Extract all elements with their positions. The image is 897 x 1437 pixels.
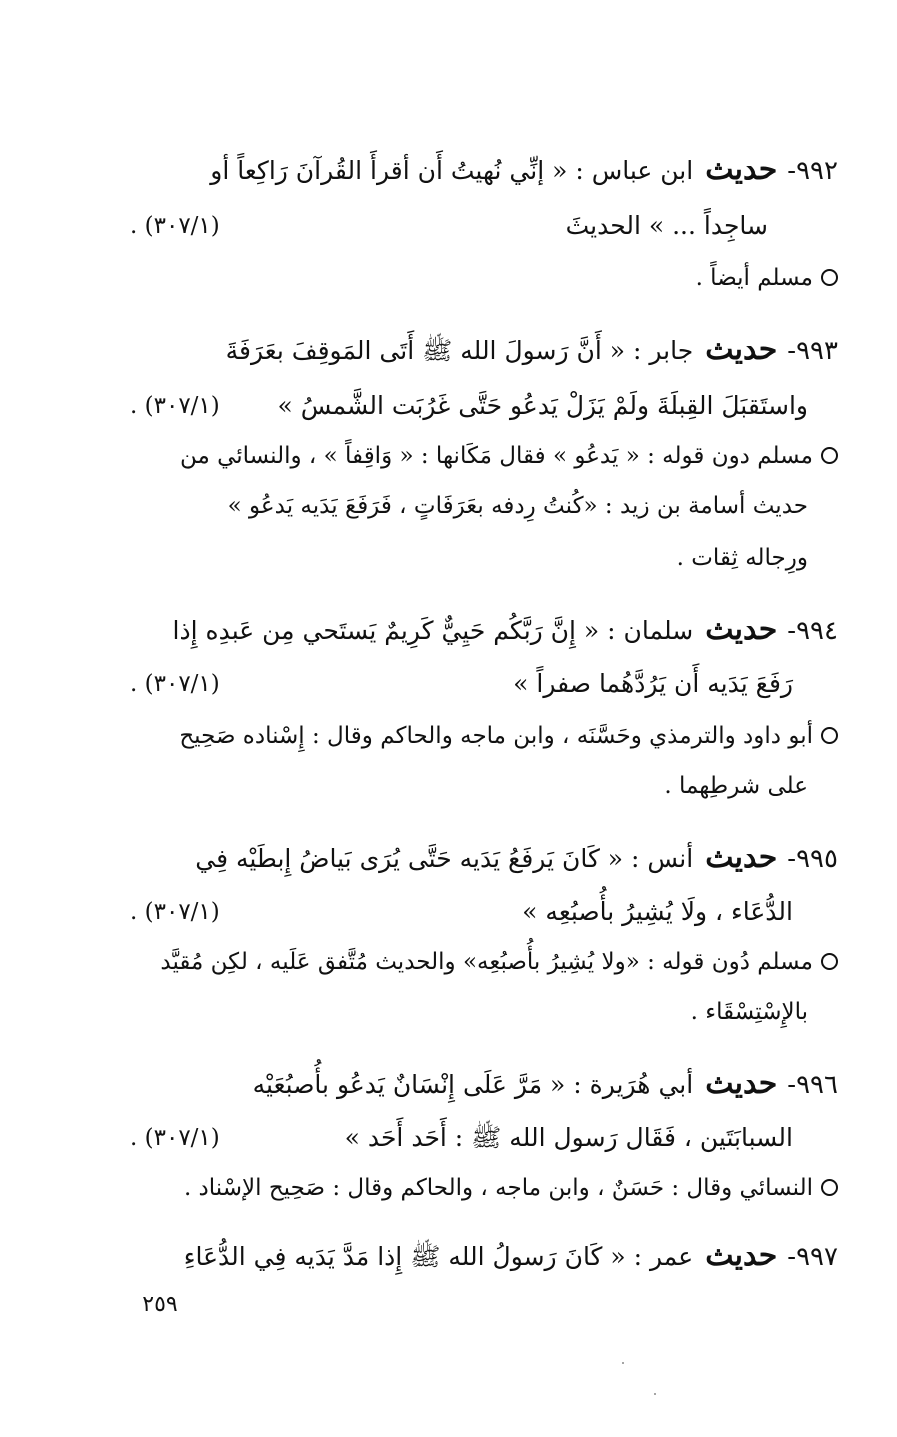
entry-number: ٩٩٢- [787,156,838,186]
page-number: ٢٥٩ [142,1292,178,1317]
note-text: مسلم دون قوله : « يَدعُو » فقال مَكَانها : « وَاقِفاً » ، والنسائي من [179,443,813,469]
entry-text: ساجِداً ... » الحديثَ [565,211,768,240]
note-text: على شرطِهما . [664,773,808,799]
entry-995-note-2 [120,992,838,1032]
note-text: مسلم أيضاً . [695,265,813,291]
hadith-label: حديث [705,332,778,367]
entry-992-line2 [120,206,838,246]
circle-bullet-icon [821,447,838,464]
entry-992-note [120,258,838,298]
entry-number: ٩٩٥- [787,844,838,874]
entry-text: واستَقبَلَ القِبلَةَ ولَمْ يَزَلْ يَدعُو حَتَّى غَرُبَت الشَّمسُ » [277,391,808,420]
hadith-label: حديث [705,152,778,187]
entry-997-heading [120,1236,838,1276]
entry-995-heading [120,838,838,878]
entry-993-line2 [120,386,838,426]
hadith-label: حديث [705,1238,778,1273]
hadith-label: حديث [705,1066,778,1101]
entry-993-note-3 [120,538,838,578]
scan-speck [654,1393,656,1395]
entry-994-heading [120,610,838,650]
note-text: مسلم دُون قوله : «ولا يُشِيرُ بأُصبُعِه» والحديث مُتَّفق عَلَيه ، لكِن مُقيَّد [160,949,813,975]
note-text: حديث أسامة بن زيد : «كُنتُ رِدفه بعَرَفَاتٍ ، فَرَفَعَ يَدَيه يَدعُو » [227,493,808,519]
entry-number: ٩٩٤- [787,616,838,646]
note-text: بالإِسْتِسْقَاء . [690,999,808,1025]
reference: (٣٠٧/١) . [130,1125,220,1151]
entry-996-line2 [120,1118,838,1158]
note-text: النسائي وقال : حَسَنٌ ، وابن ماجه ، والحاكم وقال : صَحِيح الإسْناد . [183,1175,813,1201]
circle-bullet-icon [821,953,838,970]
entry-995-line2 [120,892,838,932]
hadith-label: حديث [705,840,778,875]
entry-994-note-1 [120,716,838,756]
entry-995-note-1 [120,942,838,982]
scan-speck [622,1362,624,1364]
entry-text: الدُّعَاء ، ولَا يُشِيرُ بأُصبُعِه » [522,897,793,926]
entry-text: عمر : « كَانَ رَسولُ الله ﷺ إِذا مَدَّ يَدَيه فِي الدُّعَاءِ [183,1242,694,1271]
reference: (٣٠٧/١) . [130,671,220,697]
entry-996-note-1 [120,1168,838,1208]
entry-number: ٩٩٦- [787,1070,838,1100]
entry-994-note-2 [120,766,838,806]
entry-993-heading [120,330,838,370]
entry-993-note-2 [120,486,838,526]
entry-text: أنس : « كَانَ يَرفَعُ يَدَيه حَتَّى يُرَى بَياضُ إِبطَيْه فِي [195,844,694,873]
note-text: ورِجاله ثِقات . [676,545,808,571]
entry-text: ابن عباس : « إنِّي نُهيتُ أَن أقرأَ القُرآنَ رَاكِعاً أو [210,156,694,185]
circle-bullet-icon [821,1179,838,1196]
entry-text: السبابَتَين ، فَقَال رَسول الله ﷺ : أَحَد أَحَد » [344,1123,793,1152]
entry-text: أبي هُرَيرة : « مَرَّ عَلَى إِنْسَانٌ يَدعُو بأُصبُعَيْه [252,1070,694,1099]
entry-text: سلمان : « إِنَّ رَبَّكُم حَيِيٌّ كَرِيمٌ يَستَحي مِن عَبدِه إِذا [172,616,694,645]
entry-text: جابر : « أَنَّ رَسولَ الله ﷺ أَتَى المَوقِفَ بعَرَفَةَ [225,336,694,365]
note-text: أبو داود والترمذي وحَسَّنَه ، وابن ماجه والحاكم وقال : إِسْناده صَحِيح [179,723,813,749]
entry-992-heading [120,150,838,190]
entry-994-line2 [120,664,838,704]
reference: (٣٠٧/١) . [130,899,220,925]
entry-number: ٩٩٣- [787,336,838,366]
reference: (٣٠٧/١) . [130,213,220,239]
hadith-label: حديث [705,612,778,647]
entry-text: رَفَعَ يَدَيه أَن يَرُدَّهُما صفراً » [513,669,793,698]
entry-993-note-1 [120,436,838,476]
reference: (٣٠٧/١) . [130,393,220,419]
entry-996-heading [120,1064,838,1104]
circle-bullet-icon [821,727,838,744]
entry-number: ٩٩٧- [787,1242,838,1272]
circle-bullet-icon [821,269,838,286]
